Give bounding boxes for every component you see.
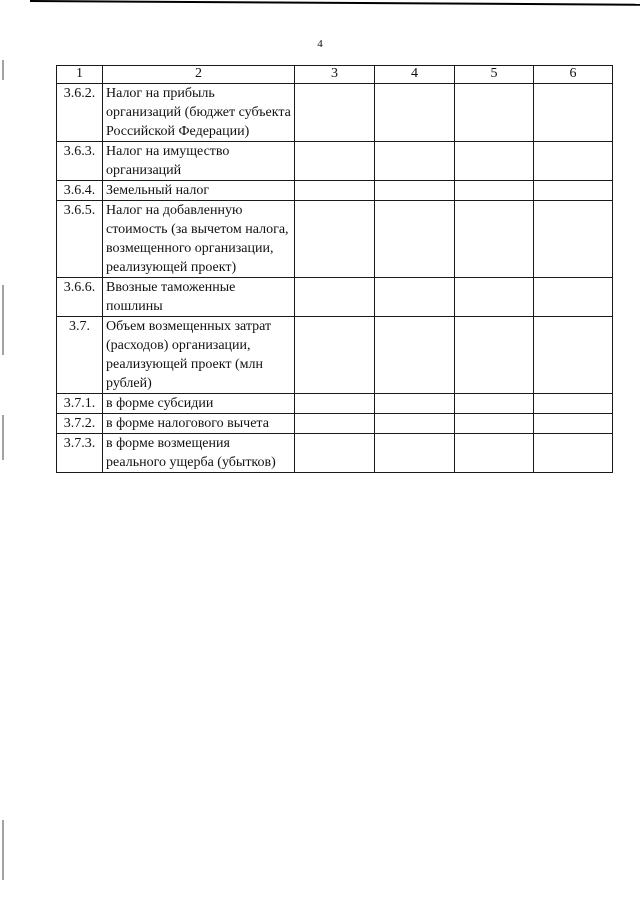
table-cell — [455, 394, 534, 414]
table-cell — [534, 414, 613, 434]
row-number: 3.7.3. — [57, 434, 103, 473]
row-number: 3.7.2. — [57, 414, 103, 434]
table-row — [57, 394, 613, 414]
table-cell — [375, 142, 455, 181]
table-cell — [375, 434, 455, 473]
row-number: 3.6.6. — [57, 278, 103, 317]
table-cell — [455, 434, 534, 473]
table-cell — [455, 201, 534, 278]
row-number: 3.6.2. — [57, 84, 103, 142]
row-label: в форме налогового вычета — [103, 414, 295, 434]
table-cell — [455, 181, 534, 201]
table-header-row — [57, 66, 613, 84]
row-label: Ввозные таможенные пошлины — [103, 278, 295, 317]
table-cell — [455, 317, 534, 394]
scan-edge-mark — [2, 820, 4, 880]
table-cell — [534, 434, 613, 473]
column-header: 6 — [534, 66, 613, 84]
table-row — [57, 84, 613, 142]
table-cell — [295, 394, 375, 414]
column-header: 2 — [103, 66, 295, 84]
table-cell — [295, 317, 375, 394]
scan-edge-mark — [2, 285, 4, 355]
table-cell — [455, 142, 534, 181]
table-row — [57, 142, 613, 181]
row-number: 3.7. — [57, 317, 103, 394]
table-row — [57, 317, 613, 394]
table-cell — [295, 414, 375, 434]
row-label: в форме субсидии — [103, 394, 295, 414]
table-row — [57, 201, 613, 278]
table-cell — [295, 201, 375, 278]
table-row — [57, 278, 613, 317]
scan-border-line — [30, 0, 640, 6]
row-label: Земельный налог — [103, 181, 295, 201]
row-label: в форме возмещения реального ущерба (убытков) — [103, 434, 295, 473]
table-row — [57, 414, 613, 434]
table-row — [57, 181, 613, 201]
table-cell — [455, 84, 534, 142]
row-label: Объем возмещенных затрат (расходов) организации, реализующей проект (млн рублей) — [103, 317, 295, 394]
table-cell — [455, 278, 534, 317]
row-label: Налог на прибыль организаций (бюджет субъекта Российской Федерации) — [103, 84, 295, 142]
column-header: 4 — [375, 66, 455, 84]
table-cell — [534, 84, 613, 142]
page-number: 4 — [317, 38, 323, 50]
table-cell — [534, 181, 613, 201]
indicators-table — [56, 65, 613, 473]
table-cell — [534, 278, 613, 317]
column-header: 5 — [455, 66, 534, 84]
table-row — [57, 434, 613, 473]
scan-edge-mark — [2, 415, 4, 460]
table-cell — [534, 394, 613, 414]
table-cell — [375, 84, 455, 142]
table-cell — [375, 414, 455, 434]
table-cell — [295, 84, 375, 142]
table-cell — [295, 278, 375, 317]
table-cell — [295, 434, 375, 473]
table-cell — [375, 394, 455, 414]
table-cell — [295, 142, 375, 181]
column-header: 1 — [57, 66, 103, 84]
table-cell — [375, 201, 455, 278]
row-number: 3.6.4. — [57, 181, 103, 201]
column-header: 3 — [295, 66, 375, 84]
table-cell — [534, 317, 613, 394]
row-label: Налог на добавленную стоимость (за вычетом налога, возмещенного организации, реализующей проект) — [103, 201, 295, 278]
row-number: 3.6.5. — [57, 201, 103, 278]
table-cell — [375, 278, 455, 317]
scan-edge-mark — [2, 60, 4, 80]
row-label: Налог на имущество организаций — [103, 142, 295, 181]
table-cell — [455, 414, 534, 434]
row-number: 3.6.3. — [57, 142, 103, 181]
table-cell — [295, 181, 375, 201]
table-cell — [534, 201, 613, 278]
row-number: 3.7.1. — [57, 394, 103, 414]
table-cell — [534, 142, 613, 181]
table-cell — [375, 181, 455, 201]
table-cell — [375, 317, 455, 394]
